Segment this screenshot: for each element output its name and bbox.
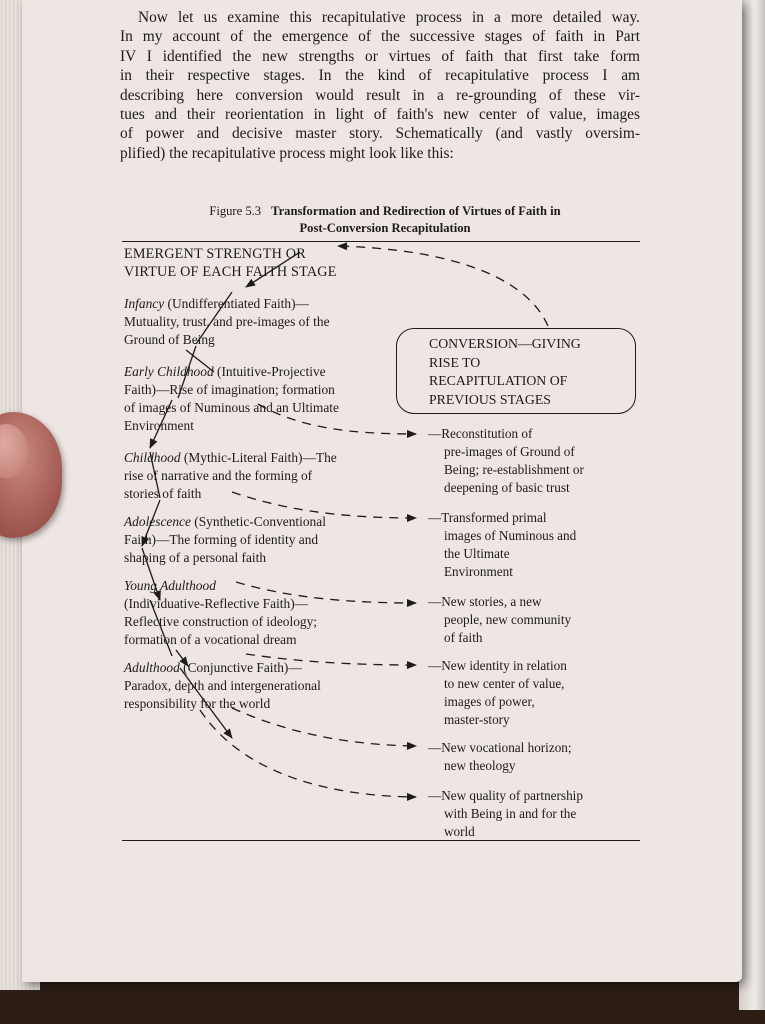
outcome-line: new theology [444,758,516,773]
outcome-line: —Reconstitution of [428,426,533,441]
stage-line: formation of a vocational dream [124,632,297,647]
stage-line: responsibility for the world [124,696,271,711]
outcome-line: —Transformed primal [428,510,547,525]
stage-name: Infancy [124,296,165,311]
stage-line: Faith)—The forming of identity and [124,532,319,547]
outcome-line: of faith [444,630,483,645]
stage-adolescence [124,513,394,567]
figure-title-line1: Transformation and Redirection of Virtues of Faith in [271,204,561,218]
outcome-line: images of Numinous and [444,528,577,543]
stage-early-childhood [124,363,394,435]
stage-adulthood [124,659,394,713]
stage-line: of images of Numinous and an Ultimate [124,400,339,415]
stage-infancy [124,295,394,349]
stages-column [124,245,394,711]
stage-line: rise of narrative and the forming of [124,468,313,483]
figure-caption-line1 [130,203,640,220]
paragraph-line: IV I identified the new strengths or virtues of faith that first take form [120,47,640,65]
conversion-box-line: CONVERSION—GIVING [429,336,581,351]
column-heading-line1: EMERGENT STRENGTH OR [124,246,306,262]
stage-line: Mutuality, trust, and pre-images of the [124,314,330,329]
outcome-line: —New stories, a new [428,594,542,609]
stage-young-adulthood [124,577,394,649]
stage-line: shaping of a personal faith [124,550,267,565]
stage-line: (Individuative-Reflective Faith)— [124,596,309,611]
outcome-2 [428,509,638,581]
stage-name: Early Childhood [124,364,214,379]
outcome-6 [428,787,638,841]
outcome-line: with Being in and for the [444,806,577,821]
outcome-4 [428,657,638,729]
stage-name: Young Adulthood [124,578,216,593]
stage-line: Paradox, depth and intergenerational [124,678,321,693]
paragraph-line: In my account of the emergence of the successive stages of faith in Part [120,28,640,46]
outcome-line: —New quality of partnership [428,788,583,803]
figure-caption [130,203,640,237]
conversion-box [396,328,636,414]
paragraph-line: tues and their reorientation in light of faith's new center of value, images [120,106,640,124]
outcome-line: —New identity in relation [428,658,567,673]
conversion-box-line: PREVIOUS STAGES [429,391,551,407]
stage-line: (Mythic-Literal Faith)—The [180,450,337,465]
stage-line: stories of faith [124,486,202,501]
paragraph-line: of power and decisive master story. Schematically (and vastly oversim- [120,125,640,143]
stage-line: Faith)—Rise of imagination; formation [124,382,335,397]
paragraph-line: plified) the recapitulative process might look like this: [120,144,454,162]
outcome-5 [428,739,638,775]
outcome-3 [428,593,638,647]
figure-top-rule [122,241,640,242]
stage-line: Ground of Being [124,332,215,347]
outcome-line: images of power, [444,694,535,709]
outcome-line: people, new community [444,612,572,627]
conversion-box-line: RECAPITULATION OF [429,373,568,388]
stage-name: Adulthood [124,660,180,675]
column-heading-line2: VIRTUE OF EACH FAITH STAGE [124,264,337,280]
stage-line: (Conjunctive Faith)— [179,660,302,675]
paragraph-line: in their respective stages. In the kind of recapitulative process I am [120,67,640,85]
outcome-line: pre-images of Ground of [444,444,575,459]
outcome-1 [428,425,638,497]
outcome-line: to new center of value, [444,676,565,691]
stage-name: Childhood [124,450,181,465]
stage-line: Reflective construction of ideology; [124,614,317,629]
stage-line: (Undifferentiated Faith)— [164,296,309,311]
conversion-box-line: RISE TO [429,354,481,370]
stage-line: Environment [124,418,194,433]
stage-line: (Synthetic-Conventional [190,514,326,529]
thumbnail-nail [0,424,28,478]
outcome-line: deepening of basic trust [444,480,570,495]
outcome-line: —New vocational horizon; [428,740,572,755]
stage-childhood [124,449,394,503]
outcome-line: master-story [444,712,510,727]
outcome-line: world [444,824,475,839]
figure-title-line2: Post-Conversion Recapitulation [299,221,471,235]
figure-number: Figure 5.3 [209,204,262,218]
outcome-line: Being; re-establishment or [444,462,584,477]
outcome-line: the Ultimate [444,546,510,561]
stage-name: Adolescence [124,514,191,529]
stage-line: (Intuitive-Projective [213,364,326,379]
outcome-line: Environment [444,564,513,579]
paragraph-line: describing here conversion would result in a re-grounding of these vir- [120,86,640,104]
body-paragraph [120,8,640,163]
paragraph-line: Now let us examine this recapitulative process in a more detailed way. [138,9,640,26]
column-heading [124,245,394,281]
next-page-edge [739,0,765,1010]
